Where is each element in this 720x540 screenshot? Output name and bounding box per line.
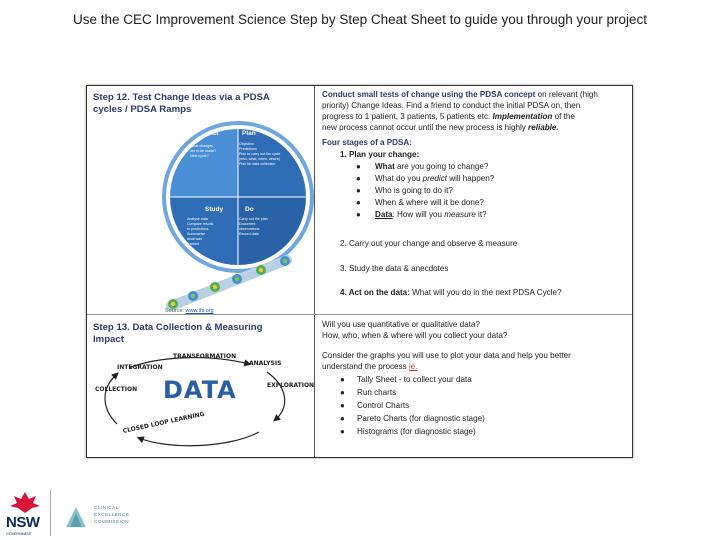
plan-item-predict: What do you predict will happen? [375, 174, 495, 183]
stage4-act: 4. Act on the data: What will you do in the next PDSA Cycle? [340, 288, 562, 297]
act-label: Act [208, 130, 219, 137]
step12-heading-line2: cycles / PDSA Ramps [93, 104, 192, 115]
pdsa-ramps-image [163, 254, 303, 314]
graph-item: Pareto Charts (for diagnostic stage) [357, 414, 485, 423]
step13-heading-line2: Impact [93, 334, 124, 345]
graph-item: Tally Sheet - to collect your data [357, 375, 472, 384]
step13-heading-line1: Step 13. Data Collection & Measuring [93, 322, 263, 333]
stage1-plan: 1. Plan your change: [340, 150, 420, 159]
step12-intro-line2: priority) Change Ideas. Find a friend to conduct the initial PDSA on, then [322, 101, 581, 110]
step12-intro-line1: Conduct small tests of change using the PDSA concept on relevant (high [322, 90, 598, 99]
stage3-study: 3. Study the data & anecdotes [340, 264, 449, 273]
data-word: DATA [163, 376, 237, 404]
plan-item-when: When & where will it be done? [375, 198, 484, 207]
source-label: Source: [165, 308, 184, 314]
ihi-link[interactable]: www.ihi.org [185, 308, 214, 314]
analysis-label: ANALYSIS [249, 360, 282, 367]
cec-logo-icon [62, 503, 90, 531]
waratah-logo-icon [8, 490, 42, 514]
transformation-label: TRANSFORMATION [173, 353, 237, 360]
source-credit [165, 308, 214, 314]
stage2-do: 2. Carry out your change and observe & measure [340, 239, 518, 248]
integration-label: INTEGRATION [117, 364, 163, 371]
plan-bullets: Objective Predictions Plan to carry out the cycle (who, what, when, where) Plan for data collection [239, 142, 281, 166]
study-label: Study [205, 206, 224, 213]
study-bullets: Analyse data Compare results to predictions Summarise what was learned [187, 217, 214, 246]
step12-heading [93, 92, 270, 116]
act-bullets: What changes are to be made? Next cycle? [190, 144, 217, 158]
do-bullets: Carry out the plan Document observations Record data [239, 217, 268, 236]
step12-intro-line4: new process cannot occur until the new process is highly reliable. [322, 123, 559, 132]
page-title: Use the CEC Improvement Science Step by Step Cheat Sheet to guide you through your project [72, 12, 648, 27]
plan-item-data: Data: How will you measure it? [375, 210, 487, 219]
plan-item-what: What are you going to change? [375, 162, 489, 171]
four-stages-heading: Four stages of a PDSA: [322, 138, 412, 147]
plan-item-who: Who is going to do it? [375, 186, 453, 195]
step13-heading [93, 322, 263, 346]
cec-line2: EXCELLENCE [94, 512, 130, 517]
graph-item: Histograms (for diagnostic stage) [357, 427, 476, 436]
collection-label: COLLECTION [95, 386, 138, 393]
exploration-label: EXPLORATION [267, 382, 315, 389]
plan-label: Plan [242, 130, 256, 137]
graph-item: Control Charts [357, 401, 410, 410]
pdsa-cycle-diagram [159, 118, 317, 276]
row-divider [87, 314, 632, 315]
cec-line1: CLINICAL [94, 505, 119, 510]
act-quadrant [170, 129, 238, 197]
step13-line1: Will you use quantitative or qualitative data? [322, 320, 480, 329]
step13-line4: understand the process ie. [322, 362, 418, 371]
step12-heading-line1: Step 12. Test Change Ideas via a PDSA [93, 92, 270, 103]
closed-loop-label: CLOSED LOOP LEARNING [122, 410, 206, 435]
cec-line3: COMMISSION [94, 519, 130, 524]
step13-line2: How, who, when & where will you collect your data? [322, 331, 508, 340]
nsw-government: GOVERNMENT [6, 532, 32, 536]
step13-line3: Consider the graphs you will use to plot your data and help you better [322, 351, 571, 360]
step12-intro-line3: progress to 1 patient, 3 patients, 5 patients etc. Implementation of the [322, 112, 575, 121]
nsw-wordmark: NSW [6, 514, 40, 531]
do-label: Do [245, 206, 254, 213]
graph-item: Run charts [357, 388, 397, 397]
logo-divider [50, 490, 51, 536]
